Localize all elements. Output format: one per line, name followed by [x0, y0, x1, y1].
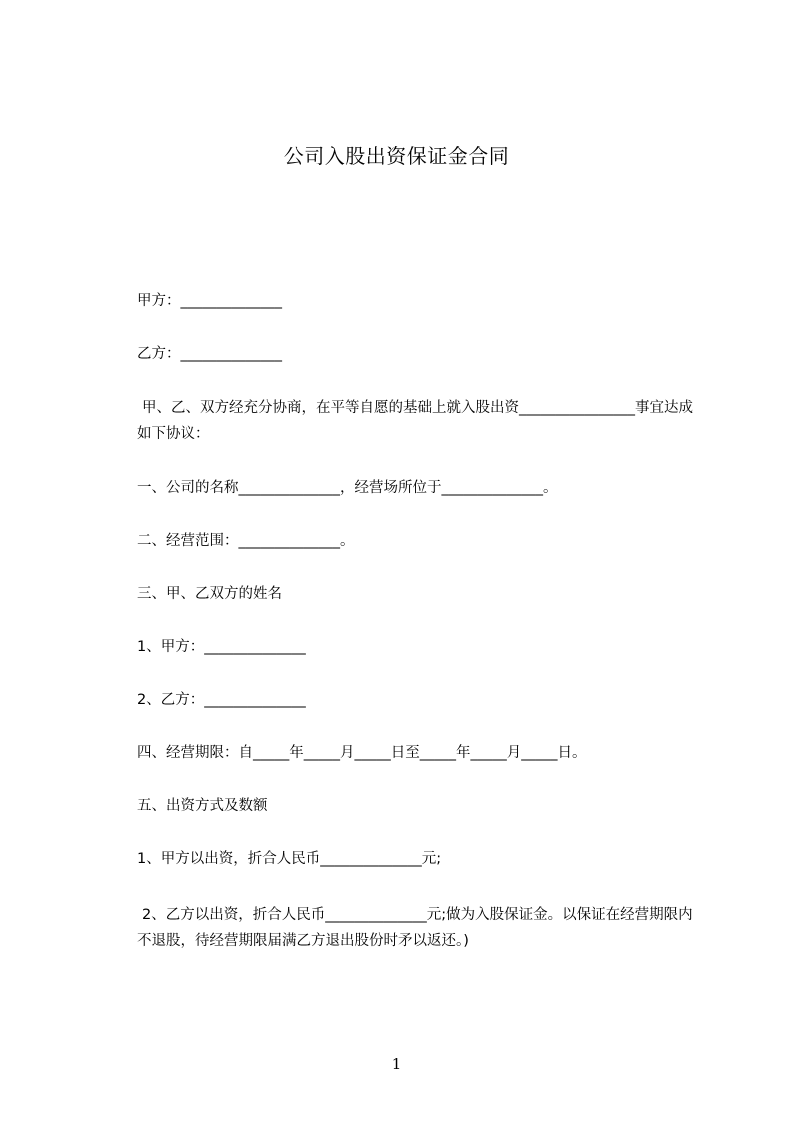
clause-5-item-2: 2、乙方以出资，折合人民币______________元;做为入股保证金。以保证在经营期限内不退股，待经营期限届满乙方退出股份时矛以返还。) — [137, 907, 693, 949]
party-a-line: 甲方：______________ — [137, 293, 282, 309]
clause-3-item-2: 2、乙方：______________ — [137, 692, 306, 708]
clause-2-business-scope: 二、经营范围：______________。 — [137, 533, 355, 549]
preamble-paragraph: 甲、乙、双方经充分协商，在平等自愿的基础上就入股出资________________事宜达成如下协议： — [137, 400, 693, 442]
clause-1-company-name: 一、公司的名称______________，经营场所位于______________。 — [137, 480, 558, 496]
clause-4-term: 四、经营期限：自_____年_____月_____日至_____年_____月_____日。 — [137, 745, 587, 761]
party-b-line: 乙方：______________ — [137, 346, 282, 362]
page-number: 1 — [391, 1055, 402, 1073]
clause-3-item-1: 1、甲方：______________ — [137, 639, 306, 655]
clause-3-heading: 三、甲、乙双方的姓名 — [137, 586, 282, 602]
clause-5-heading: 五、出资方式及数额 — [137, 798, 268, 814]
clause-5-item-1: 1、甲方以出资，折合人民币______________元; — [137, 851, 442, 867]
contract-title: 公司入股出资保证金合同 — [283, 144, 510, 168]
